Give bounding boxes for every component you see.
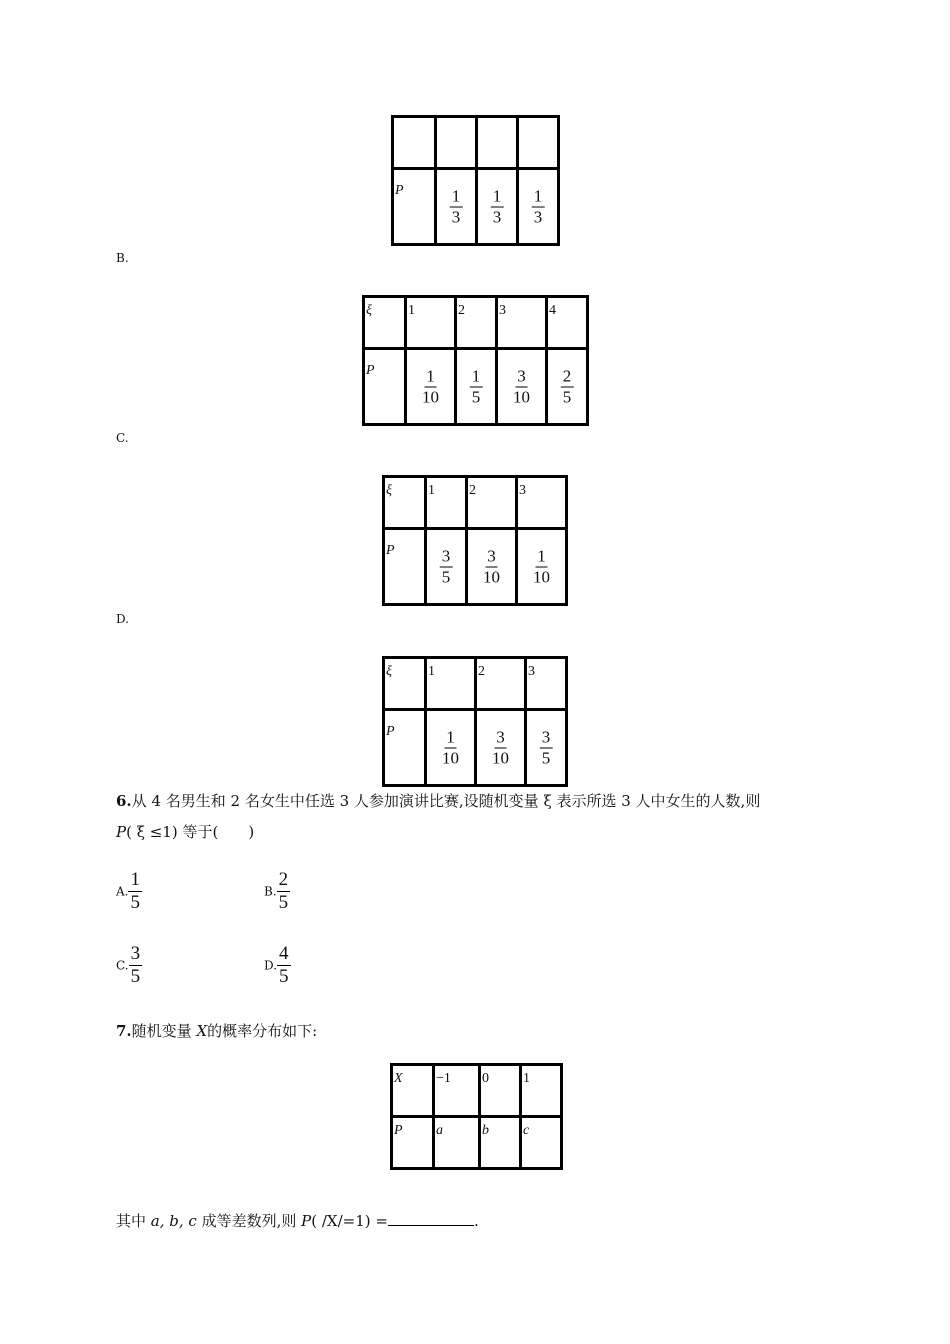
table-b-row-label: ξ (364, 297, 406, 349)
table-d-prob-cell: $\frac{3}{5}$ (526, 710, 567, 786)
table-x-cell: 1 (521, 1065, 562, 1117)
table-d-cell: 3 (526, 658, 567, 710)
table-b-prob-cell: $\frac{2}{5}$ (547, 349, 588, 425)
q6-option-d-fraction: $\frac{4}{5}$ (279, 943, 289, 987)
q6-option-c-fraction: $\frac{3}{5}$ (130, 943, 141, 987)
question-7-followup: 其中 a, b, c 成等差数列,则 P( /X/=1) = . (116, 1212, 479, 1230)
table-x-prob-cell: c (521, 1117, 562, 1169)
table-b-prob-cell: $\frac{3}{10}$ (497, 349, 547, 425)
table-b-cell: 2 (456, 297, 497, 349)
table-a-cell (436, 117, 477, 169)
question-6-text: 从 4 名男生和 2 名女生中任选 3 人参加演讲比赛,设随机变量 ξ 表示所选 3 人中女生的人数,则 (131, 792, 761, 810)
table-d-cell: 1 (426, 658, 476, 710)
q6-option-a[interactable]: A. $\frac{1}{5}$ (116, 869, 140, 913)
option-d-label: D. (116, 612, 130, 626)
table-b-cell: 4 (547, 297, 588, 349)
table-a-row-label: P (393, 169, 436, 245)
question-6-number: 6. (116, 792, 132, 810)
table-x-row-label: X (392, 1065, 434, 1117)
table-d-prob-cell: $\frac{3}{10}$ (476, 710, 526, 786)
q6-option-b[interactable]: B. $\frac{2}{5}$ (264, 869, 289, 913)
table-a-cell (393, 117, 436, 169)
table-x-cell: 0 (480, 1065, 521, 1117)
table-d-prob-cell: $\frac{1}{10}$ (426, 710, 476, 786)
distribution-table-c (382, 475, 568, 606)
question-6-expr: ( ξ ≤1) 等于( ) (126, 823, 255, 841)
table-a-prob-cell: $\frac{1}{3}$ (477, 169, 518, 245)
distribution-table-b (362, 295, 589, 426)
table-b-cell: 3 (497, 297, 547, 349)
table-b-row-label: P (364, 349, 406, 425)
q6-option-b-fraction: $\frac{2}{5}$ (278, 869, 289, 913)
question-7-number: 7. (116, 1022, 132, 1040)
question-7-vars: a, b, c (150, 1212, 197, 1230)
table-c-prob-cell: $\frac{3}{5}$ (426, 529, 467, 605)
distribution-table-d (382, 656, 568, 787)
table-a-prob-cell: $\frac{1}{3}$ (518, 169, 559, 245)
table-c-row-label: ξ (384, 477, 426, 529)
table-x-row-label: P (392, 1117, 434, 1169)
question-6-line-2 (116, 821, 254, 842)
table-c-cell: 3 (517, 477, 567, 529)
table-x-prob-cell: b (480, 1117, 521, 1169)
table-c-cell: 1 (426, 477, 467, 529)
table-x-prob-cell: a (434, 1117, 480, 1169)
q6-option-a-fraction: $\frac{1}{5}$ (130, 869, 140, 913)
table-a-cell (518, 117, 559, 169)
table-c-prob-cell: $\frac{1}{10}$ (517, 529, 567, 605)
question-6-p: P (116, 823, 127, 841)
answer-blank[interactable] (388, 1213, 474, 1226)
option-c-label: C. (116, 431, 129, 445)
table-d-row-label: ξ (384, 658, 426, 710)
question-7-intro: 7.随机变量 X的概率分布如下: (116, 1022, 318, 1040)
table-b-cell: 1 (406, 297, 456, 349)
question-6-line-1 (116, 790, 760, 811)
table-c-prob-cell: $\frac{3}{10}$ (467, 529, 517, 605)
option-b-label: B. (116, 251, 129, 265)
q6-option-c[interactable]: C. $\frac{3}{5}$ (116, 943, 141, 987)
q6-option-d[interactable]: D. $\frac{4}{5}$ (264, 943, 289, 987)
table-a-cell (477, 117, 518, 169)
table-b-prob-cell: $\frac{1}{10}$ (406, 349, 456, 425)
table-d-cell: 2 (476, 658, 526, 710)
table-c-row-label: P (384, 529, 426, 605)
table-c-cell: 2 (467, 477, 517, 529)
table-b-prob-cell: $\frac{1}{5}$ (456, 349, 497, 425)
distribution-table-x (390, 1063, 563, 1170)
table-d-row-label: P (384, 710, 426, 786)
table-x-cell: −1 (434, 1065, 480, 1117)
question-7-var: X (196, 1022, 208, 1040)
distribution-table-a (391, 115, 560, 246)
table-a-prob-cell: $\frac{1}{3}$ (436, 169, 477, 245)
